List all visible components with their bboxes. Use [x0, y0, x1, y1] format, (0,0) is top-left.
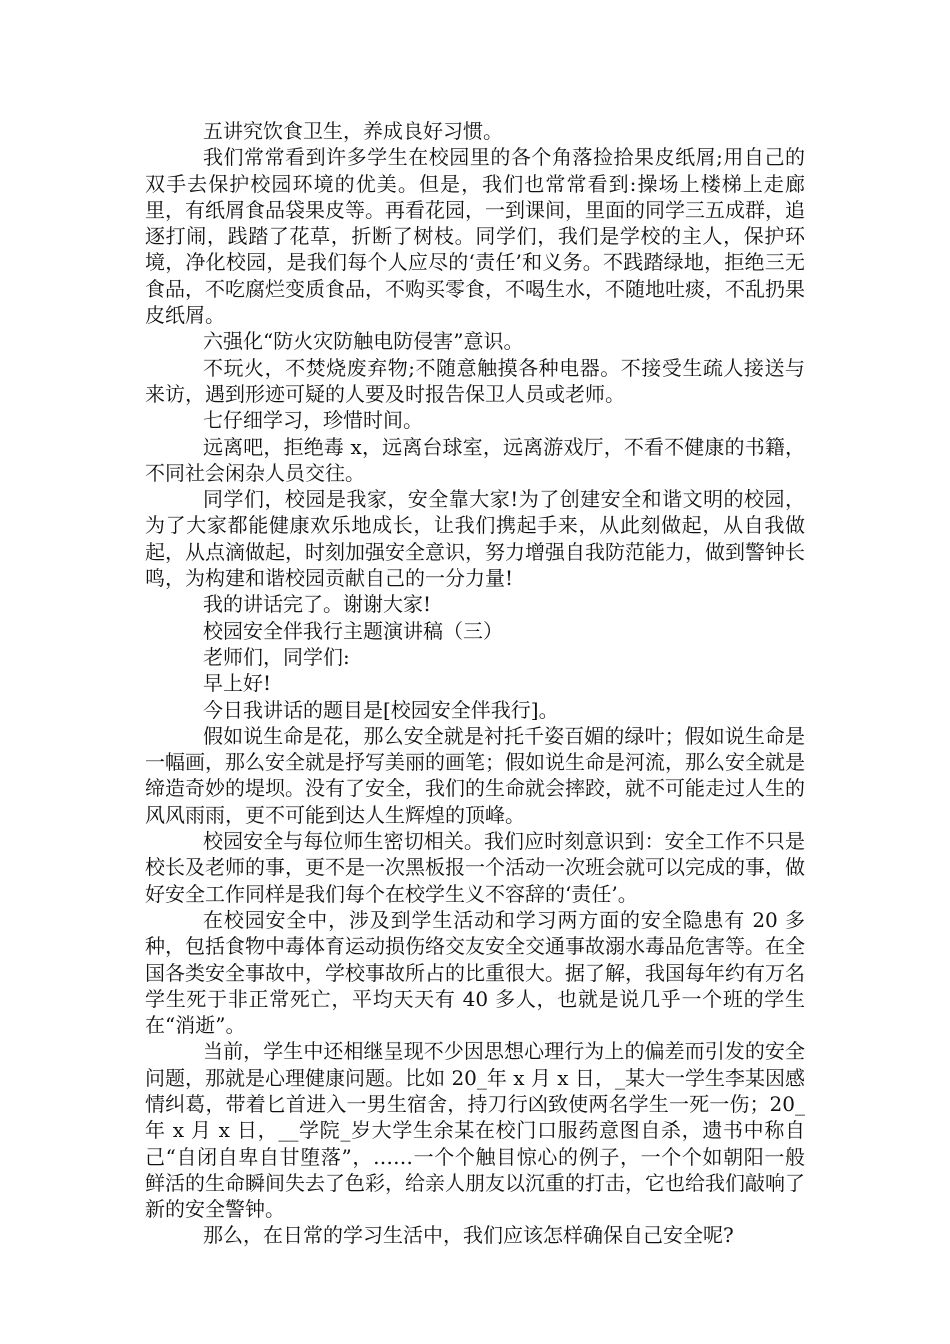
paragraph: 远离吧，拒绝毒 x，远离台球室，远离游戏厅，不看不健康的书籍，不同社会闲杂人员交往。: [145, 434, 805, 485]
paragraph: 五讲究饮食卫生，养成良好习惯。: [203, 119, 503, 143]
paragraph: 当前，学生中还相继呈现不少因思想心理行为上的偏差而引发的安全问题，那就是心理健康问题。比如 20_年 x 月 x 日，_某大一学生李某因感情纠葛，带着匕首进入一男生宿舍，持刀行凶致使两名学生一死一伤；20_年 x 月 x 日，__学院_岁大学生余某在校门口服药意图自杀，遗书中称自己“自闭自卑自甘堕落”，……一个个触目惊心的例子，一个个如朝阳一般鲜活的生命瞬间失去了色彩，给亲人朋友以沉重的打击，它也给我们敲响了新的安全警钟。: [145, 1039, 805, 1222]
paragraph: 六强化“防火灾防触电防侵害”意识。: [203, 329, 524, 354]
section-title: 校园安全伴我行主题演讲稿（三）: [203, 618, 503, 643]
paragraph: 那么，在日常的学习生活中，我们应该怎样确保自己安全呢?: [203, 1223, 734, 1248]
salutation: 老师们，同学们:: [203, 644, 350, 669]
document-body: [145, 118, 805, 1249]
paragraph: 我们常常看到许多学生在校园里的各个角落捡拾果皮纸屑;用自己的双手去保护校园环境的优美。但是，我们也常常看到:操场上楼梯上走廊里，有纸屑食品袋果皮等。再看花园，一到课间，里面的同学三五成群，追逐打闹，践踏了花草，折断了树枝。同学们，我们是学校的主人，保护环境，净化校园，是我们每个人应尽的‘责任’和义务。不践踏绿地，拒绝三无食品，不吃腐烂变质食品，不购买零食，不喝生水，不随地吐痰，不乱扔果皮纸屑。: [145, 145, 805, 328]
paragraph: 同学们，校园是我家，安全靠大家!为了创建安全和谐文明的校园，为了大家都能健康欢乐地成长，让我们携起手来，从此刻做起，从自我做起，从点滴做起，时刻加强安全意识，努力增强自我防范能力，做到警钟长鸣，为构建和谐校园贡献自己的一分力量!: [145, 487, 805, 591]
paragraph: 我的讲话完了。谢谢大家!: [203, 592, 432, 617]
paragraph: 校园安全与每位师生密切相关。我们应时刻意识到：安全工作不只是校长及老师的事，更不是一次黑板报一个活动一次班会就可以完成的事，做好安全工作同样是我们每个在校学生义不容辞的‘责任’。: [145, 829, 805, 906]
paragraph: 七仔细学习，珍惜时间。: [203, 408, 423, 433]
paragraph: 不玩火，不焚烧废弃物;不随意触摸各种电器。不接受生疏人接送与来访，遇到形迹可疑的人要及时报告保卫人员或老师。: [145, 355, 805, 406]
paragraph: 在校园安全中，涉及到学生活动和学习两方面的安全隐患有 20 多种，包括食物中毒体育运动损伤络交友安全交通事故溺水毒品危害等。在全国各类安全事故中，学校事故所占的比重很大。据了解，我国每年约有万名学生死于非正常死亡，平均天天有 40 多人，也就是说几乎一个班的学生在“消逝”。: [145, 907, 805, 1038]
paragraph: 今日我讲话的题目是[校园安全伴我行]。: [203, 697, 559, 722]
greeting: 早上好!: [203, 671, 272, 696]
paragraph: 假如说生命是花，那么安全就是衬托千姿百媚的绿叶；假如说生命是一幅画，那么安全就是抒写美丽的画笔；假如说生命是河流，那么安全就是缔造奇妙的堤坝。没有了安全，我们的生命就会摔跤，就不可能走过人生的风风雨雨，更不可能到达人生辉煌的顶峰。: [145, 723, 805, 827]
